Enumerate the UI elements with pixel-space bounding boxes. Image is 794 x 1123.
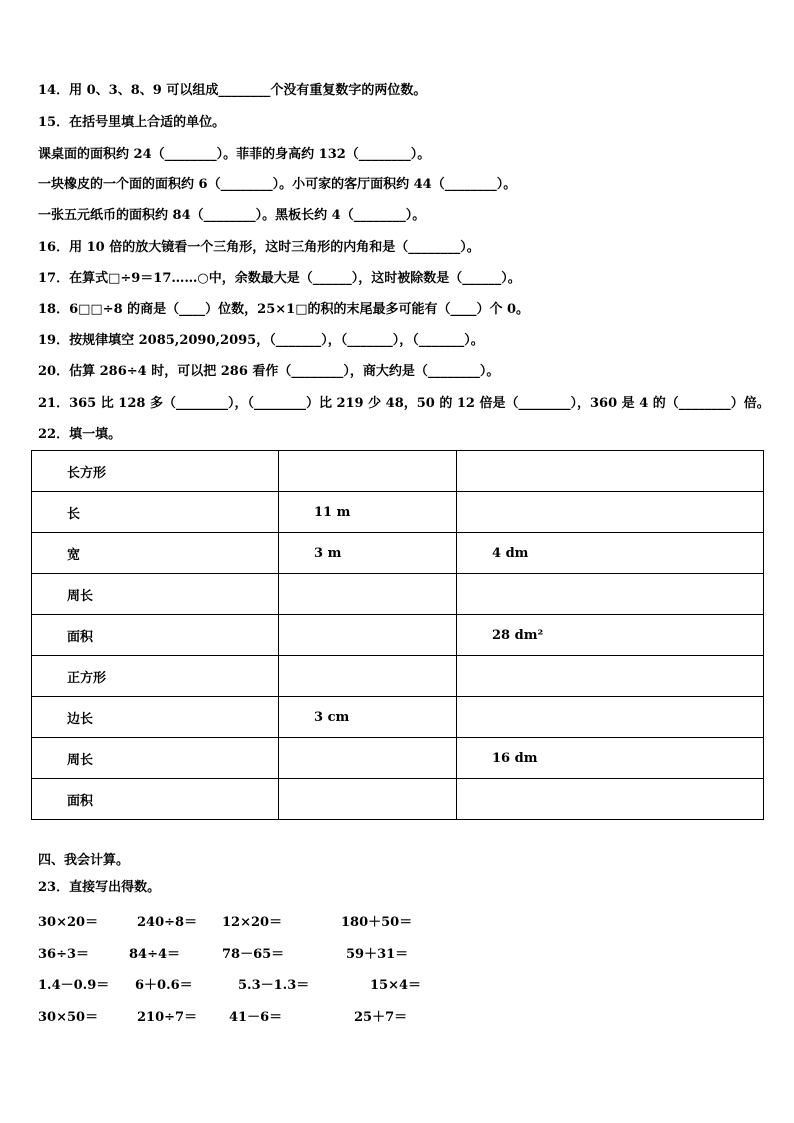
- question-20: 20．估算 286÷4 时，可以把 286 看作（________），商大约是（________）。: [38, 364, 500, 379]
- table-cell: 周长: [32, 574, 279, 615]
- table-cell: 长: [32, 492, 279, 533]
- table-cell: 正方形: [32, 656, 279, 697]
- table-cell: [279, 615, 457, 656]
- calc-item: 1.4－0.9＝: [38, 978, 110, 993]
- calc-item: 240÷8＝: [137, 915, 198, 930]
- question-15: 15．在括号里填上合适的单位。: [38, 115, 226, 130]
- table-row: [32, 656, 764, 697]
- calc-item: 59＋31＝: [346, 947, 409, 962]
- question-23: 23．直接写出得数。: [38, 880, 161, 895]
- table-cell: 4 dm: [457, 533, 764, 574]
- question-15-line-1: 课桌面的面积约 24（________）。菲菲的身高约 132（________）。: [38, 147, 431, 162]
- fill-in-table: [31, 450, 764, 820]
- table-cell: 面积: [32, 615, 279, 656]
- calc-item: 84÷4＝: [129, 947, 181, 962]
- calc-item: 5.3－1.3＝: [238, 978, 310, 993]
- calc-item: 30×50＝: [38, 1010, 99, 1025]
- table-cell: [457, 697, 764, 738]
- table-cell: 周长: [32, 738, 279, 779]
- calc-item: 210÷7＝: [137, 1010, 198, 1025]
- question-22: 22．填一填。: [38, 427, 122, 442]
- table-row: [32, 697, 764, 738]
- table-cell: 3 cm: [279, 697, 457, 738]
- table-cell: [457, 451, 764, 492]
- calc-item: 78－65＝: [222, 947, 285, 962]
- table-cell: 宽: [32, 533, 279, 574]
- table-cell: 3 m: [279, 533, 457, 574]
- calc-item: 41－6＝: [229, 1010, 283, 1025]
- table-cell: [457, 779, 764, 820]
- calc-item: 36÷3＝: [38, 947, 90, 962]
- question-15-line-3: 一张五元纸币的面积约 84（________）。黑板长约 4（________）。: [38, 208, 426, 223]
- calc-item: 180＋50＝: [341, 915, 413, 930]
- table-row: [32, 533, 764, 574]
- calc-item: 15×4＝: [370, 978, 422, 993]
- question-16: 16．用 10 倍的放大镜看一个三角形，这时三角形的内角和是（________）。: [38, 240, 480, 255]
- table-cell: [457, 492, 764, 533]
- table-cell: [279, 738, 457, 779]
- table-row: [32, 574, 764, 615]
- question-21: 21．365 比 128 多（________），（________）比 219 少 48，50 的 12 倍是（________），360 是 4 的（________）倍。: [38, 396, 770, 411]
- calc-item: 25＋7＝: [354, 1010, 408, 1025]
- table-cell: 11 m: [279, 492, 457, 533]
- table-cell: [279, 656, 457, 697]
- table-cell: [457, 656, 764, 697]
- table-cell: [457, 574, 764, 615]
- question-19: 19．按规律填空 2085,2090,2095，（_______），（_______），（_______）。: [38, 333, 484, 348]
- table-row: [32, 492, 764, 533]
- calc-item: 30×20＝: [38, 915, 99, 930]
- table-cell: 长方形: [32, 451, 279, 492]
- table-row: [32, 451, 764, 492]
- calc-item: 6＋0.6＝: [135, 978, 193, 993]
- table-cell: [279, 451, 457, 492]
- question-17: 17．在算式□÷9＝17……○中，余数最大是（______），这时被除数是（______）。: [38, 271, 521, 286]
- table-row: [32, 615, 764, 656]
- table-row: [32, 738, 764, 779]
- question-15-line-2: 一块橡皮的一个面的面积约 6（________）。小可家的客厅面积约 44（________）。: [38, 177, 517, 192]
- table-cell: 16 dm: [457, 738, 764, 779]
- calc-item: 12×20＝: [222, 915, 283, 930]
- question-14: 14．用 0、3、8、9 可以组成________个没有重复数字的两位数。: [38, 83, 427, 98]
- table-cell: [279, 574, 457, 615]
- section-title: 四、我会计算。: [38, 853, 130, 868]
- table-cell: [279, 779, 457, 820]
- table-row: [32, 779, 764, 820]
- table-cell: 28 dm²: [457, 615, 764, 656]
- table-cell: 边长: [32, 697, 279, 738]
- table-cell: 面积: [32, 779, 279, 820]
- question-18: 18．6□□÷8 的商是（____）位数，25×1□的积的末尾最多可能有（____）个 0。: [38, 302, 530, 317]
